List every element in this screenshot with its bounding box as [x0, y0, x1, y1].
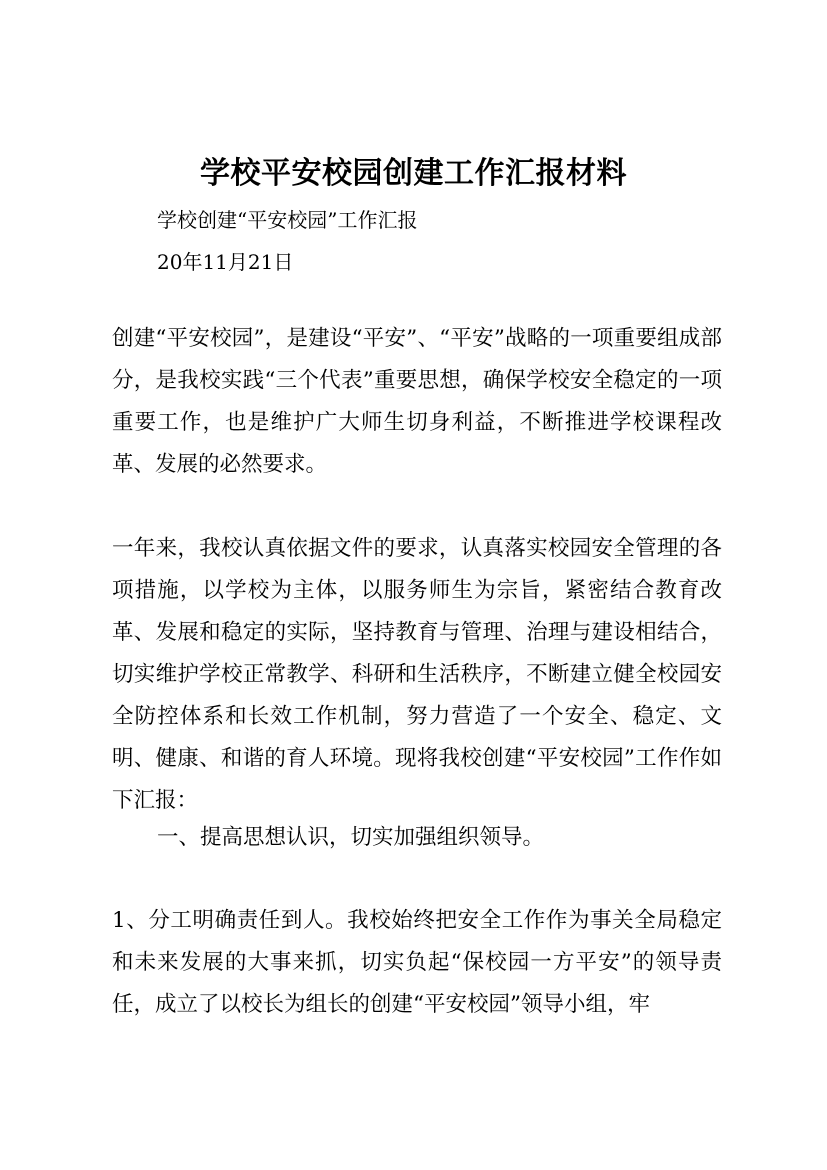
paragraph-summary: 一年来，我校认真依据文件的要求，认真落实校园安全管理的各项措施，以学校为主体，以服务师生为宗旨，紧密结合教育改革、发展和稳定的实际，坚持教育与管理、治理与建设相结合，切实维护学校正常教学、科研和生活秩序，不断建立健全校园安全防控体系和长效工作机制，努力营造了一个安全、稳定、文明、健康、和谐的育人环境。现将我校创建“平安校园”工作作如下汇报：	[112, 536, 722, 813]
document-date: 20年11月21日	[157, 250, 294, 274]
document-subtitle: 学校创建“平安校园”工作汇报	[157, 208, 418, 232]
section-heading: 一、提高思想认识，切实加强组织领导。	[157, 825, 545, 850]
document-title: 学校平安校园创建工作汇报材料	[200, 156, 627, 191]
paragraph-intro: 创建“平安校园”，是建设“平安”、“平安”战略的一项重要组成部分，是我校实践“三个代表”重要思想，确保学校安全稳定的一项重要工作，也是维护广大师生切身利益，不断推进学校课程改革、发展的必然要求。	[112, 326, 722, 477]
paragraph-item-1: 1、分工明确责任到人。我校始终把安全工作作为事关全局稳定和未来发展的大事来抓，切实负起“保校园一方平安”的领导责任，成立了以校长为组长的创建“平安校园”领导小组，牢	[112, 908, 722, 1017]
